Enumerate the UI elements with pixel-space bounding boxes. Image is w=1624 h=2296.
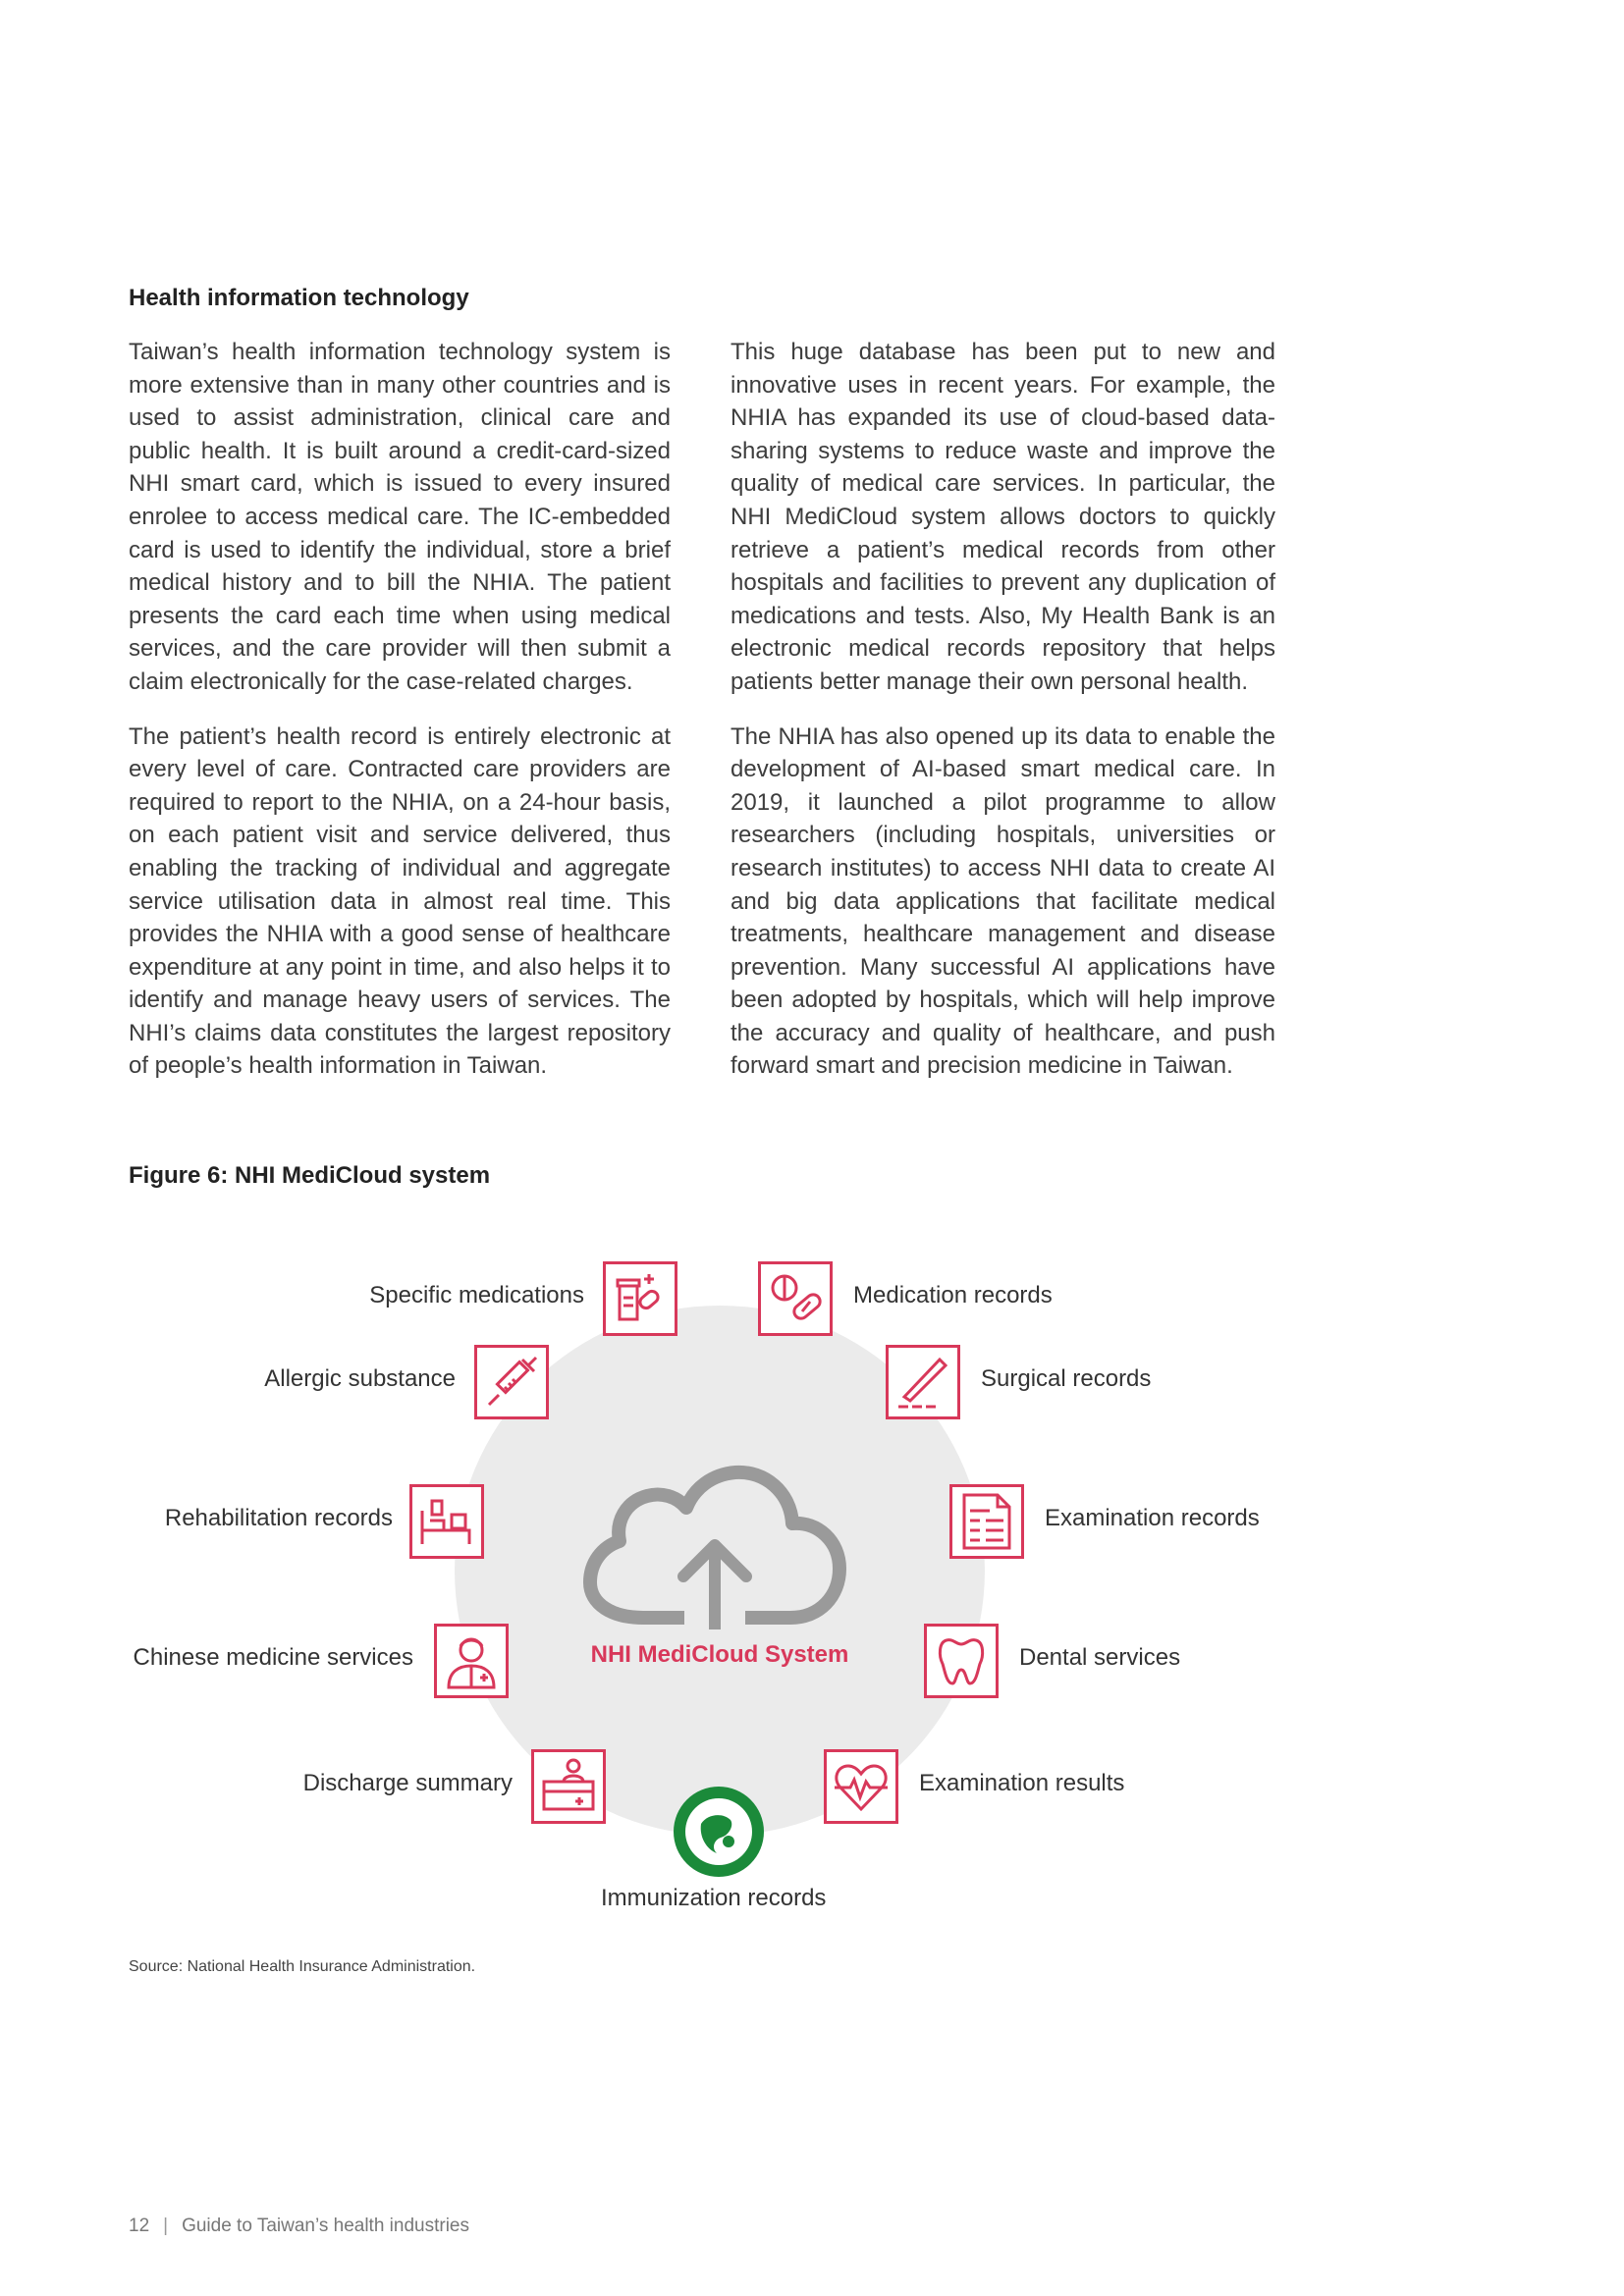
page-number: 12: [129, 2216, 150, 2236]
paragraph: Taiwan’s health information technology system is more extensive than in many other countries and is used to assist administration, clinical care and public health. It is built around a credit-card-sized NHI smart card, which is issued to every insured enrolee to access medical care. The IC-embedded card is used to identify the individual, store a brief medical history and to bill the NHIA. The patient presents the card each time when using medical services, and the care provider will then submit a claim electronically for the case-related charges.: [129, 339, 671, 695]
center-label: NHI MediCloud System: [590, 1641, 849, 1668]
cloud-upload-icon: [582, 1457, 847, 1629]
label-allergic-substance: Allergic substance: [264, 1365, 456, 1392]
medicloud-diagram: [0, 1207, 1624, 1953]
label-medication-records: Medication records: [853, 1282, 1053, 1308]
heartbeat-icon: [824, 1749, 898, 1824]
publication-title: Guide to Taiwan’s health industries: [182, 2216, 470, 2236]
paragraph: This huge database has been put to new and innovative uses in recent years. For example, the NHIA has expanded its use of cloud-based data-sharing systems to reduce waste and improve the quality of medical care services. In particular, the NHI MediCloud system allows doctors to quickly retrieve a patient’s medical records from other hospitals and facilities to prevent any duplication of medications and tests. Also, My Health Bank is an electronic medical records repository that helps patients better manage their own personal health.: [731, 339, 1275, 695]
label-discharge-summary: Discharge summary: [302, 1770, 513, 1796]
pill-bottles-icon: [603, 1261, 677, 1336]
page-footer: [129, 2216, 469, 2237]
pills-icon: [758, 1261, 833, 1336]
label-specific-medications: Specific medications: [369, 1282, 584, 1308]
label-dental-services: Dental services: [1019, 1644, 1181, 1671]
paragraph: The NHIA has also opened up its data to enable the development of AI-based smart medical care. In 2019, it launched a pilot programme to allow researchers (including hospitals, universities or research institutes) to access NHI data to create AI and big data applications that facilitate medical treatments, healthcare management and disease prevention. Many successful AI applications have been adopted by hospitals, which will help improve the accuracy and quality of healthcare, and push forward smart and precision medicine in Taiwan.: [731, 722, 1275, 1080]
footer-separator: |: [163, 2216, 169, 2236]
left-column: [129, 336, 671, 1104]
label-rehabilitation-records: Rehabilitation records: [164, 1505, 393, 1531]
section-heading: Health information technology: [129, 285, 469, 311]
label-chinese-medicine-services: Chinese medicine services: [133, 1644, 413, 1671]
cdc-seal-icon: [672, 1785, 766, 1879]
document-icon: [949, 1484, 1024, 1559]
syringe-icon: [474, 1345, 549, 1419]
reception-desk-icon: [531, 1749, 606, 1824]
hospital-bed-icon: [409, 1484, 484, 1559]
right-column: [731, 336, 1275, 1104]
tooth-icon: [924, 1624, 999, 1698]
label-immunization-records: Immunization records: [601, 1885, 827, 1911]
scalpel-icon: [886, 1345, 960, 1419]
label-surgical-records: Surgical records: [981, 1365, 1152, 1392]
label-examination-records: Examination records: [1045, 1505, 1260, 1531]
label-examination-results: Examination results: [919, 1770, 1125, 1796]
doctor-icon: [434, 1624, 509, 1698]
figure-title: Figure 6: NHI MediCloud system: [129, 1162, 491, 1189]
figure-source: Source: National Health Insurance Administration.: [129, 1958, 476, 1975]
paragraph: The patient’s health record is entirely electronic at every level of care. Contracted care providers are required to report to the NHIA, on a 24-hour basis, on each patient visit and service delivered, thus enabling the tracking of individual and aggregate service utilisation data in almost real time. This provides the NHIA with a good sense of healthcare expenditure at any point in time, and also helps it to identify and manage heavy users of services. The NHI’s claims data constitutes the largest repository of people’s health information in Taiwan.: [129, 722, 671, 1080]
